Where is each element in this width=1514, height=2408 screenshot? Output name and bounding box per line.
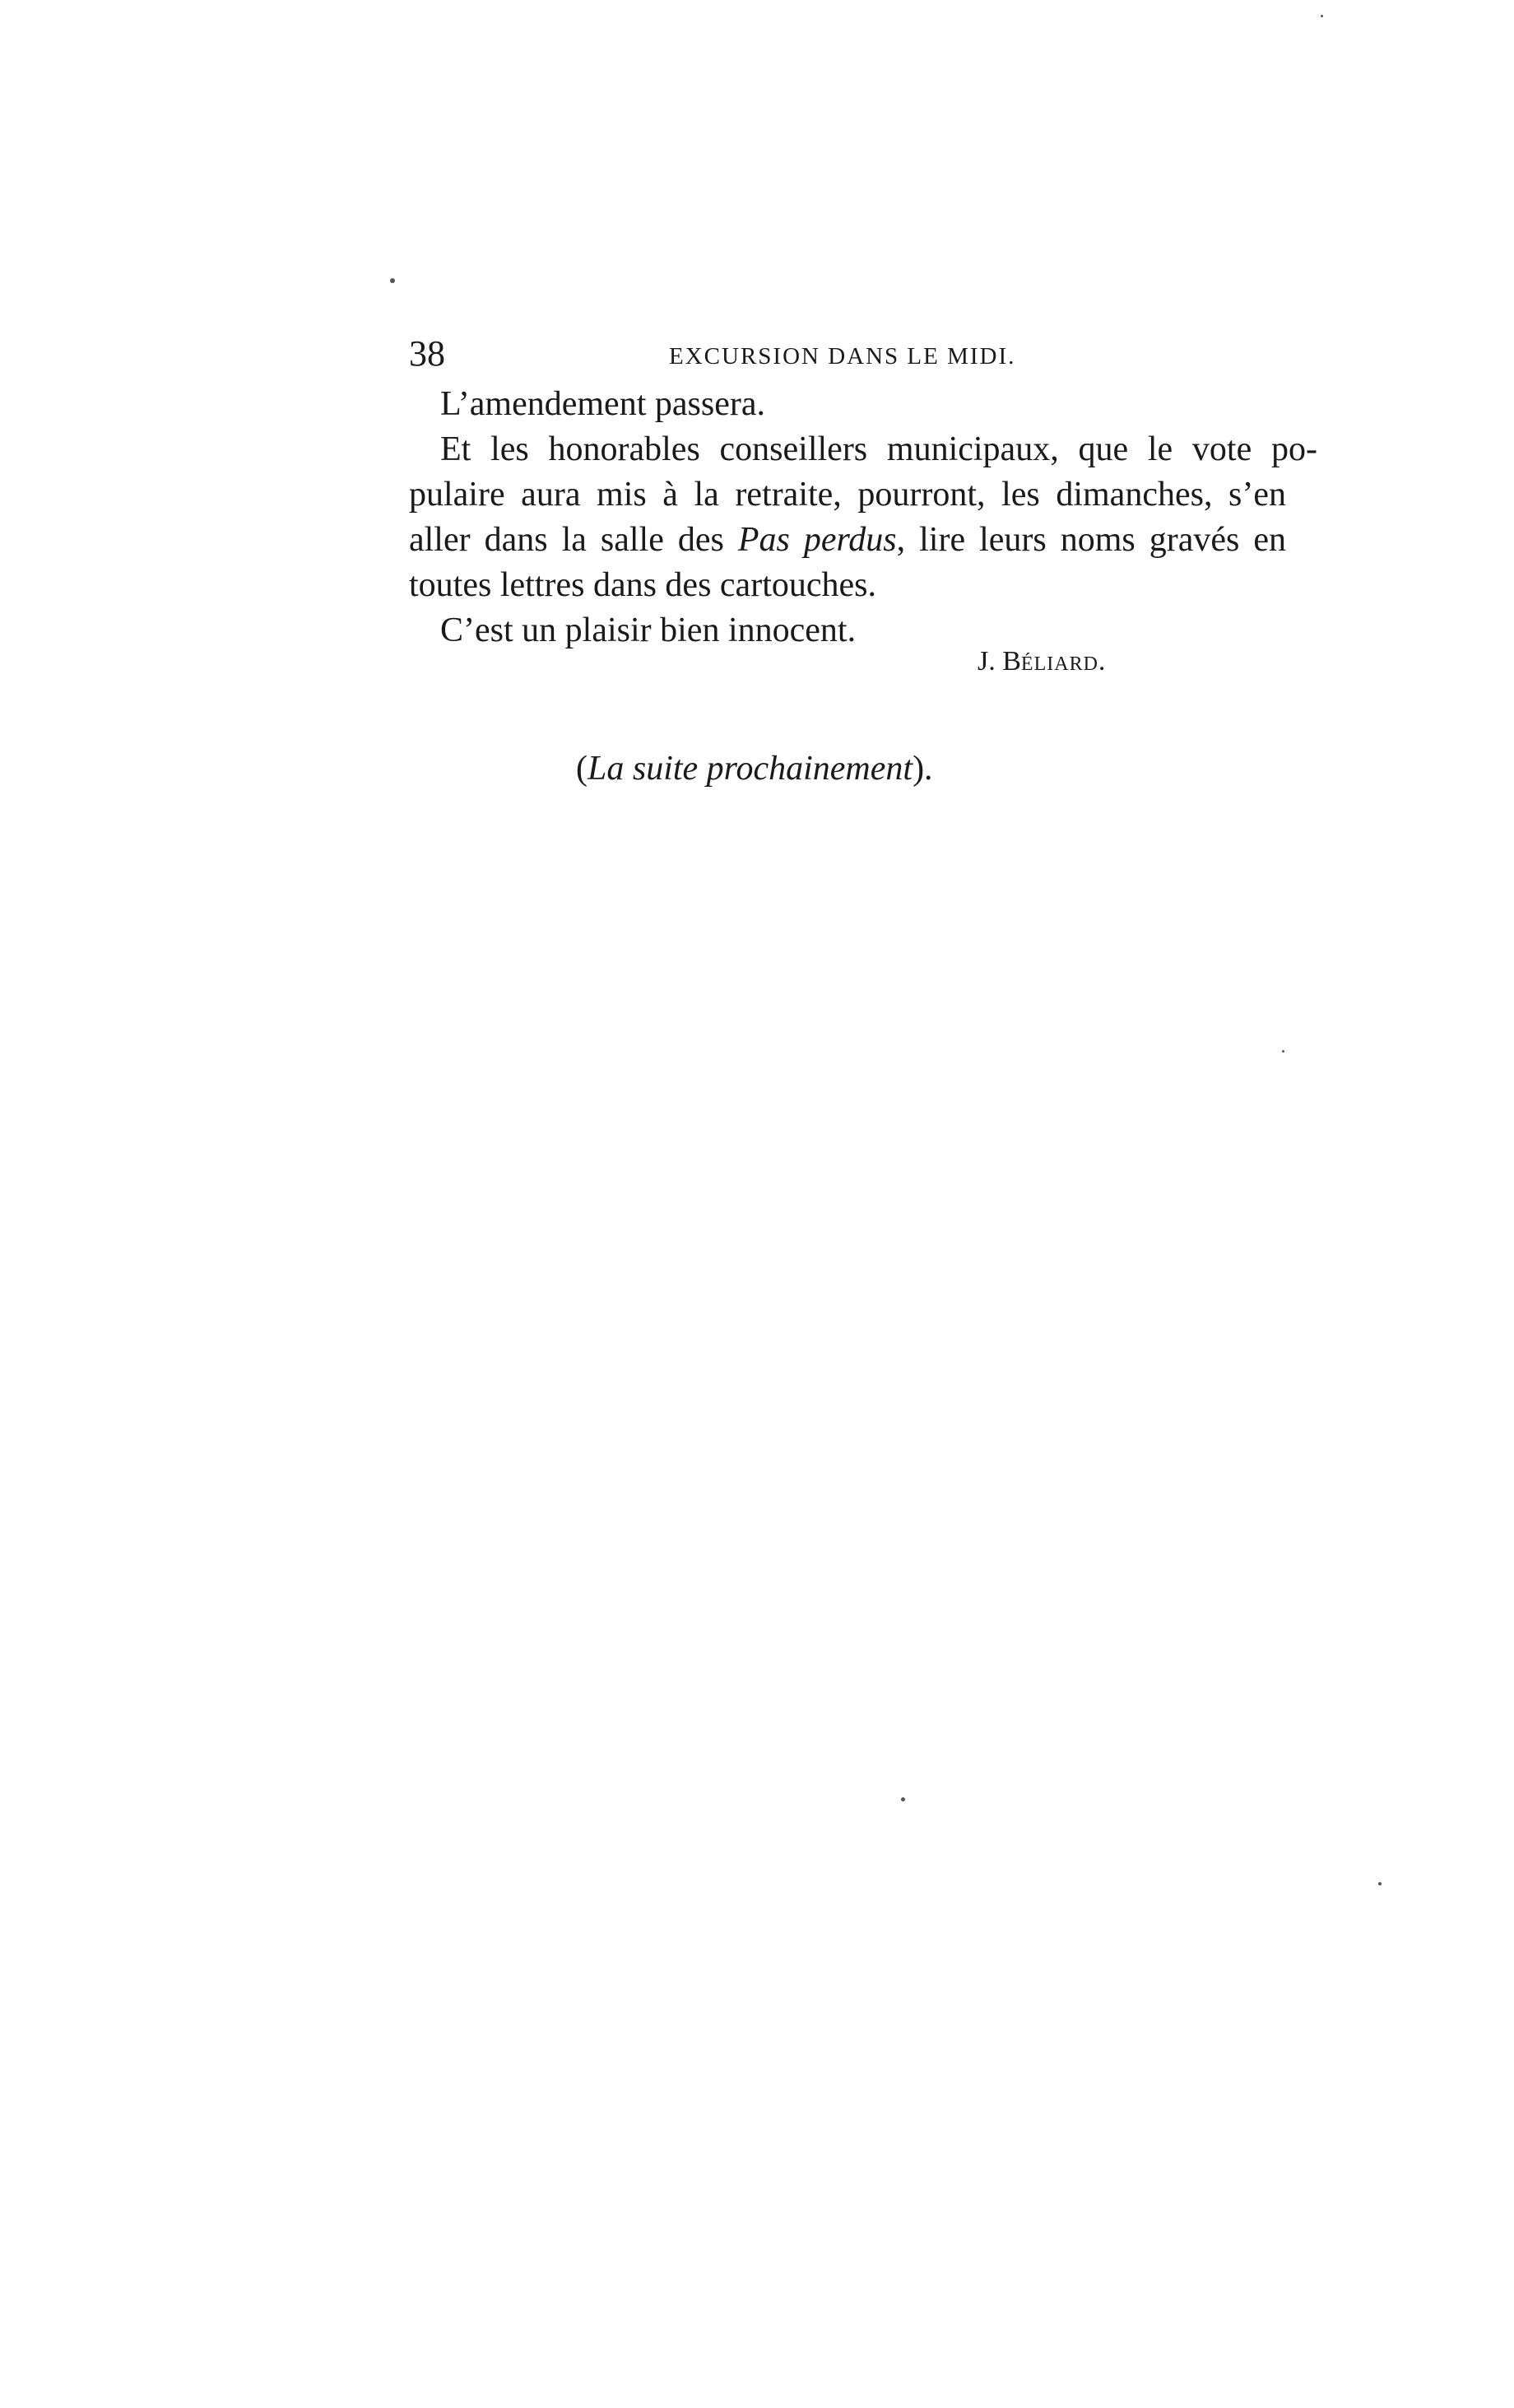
paragraph-line: pulaire aura mis à la retraite, pourront, les dimanches, s’en bbox=[409, 476, 1286, 514]
paragraph-line: Et les honorables conseillers municipaux, que le vote po- bbox=[440, 430, 1317, 468]
text-run: aller dans la salle des bbox=[409, 521, 738, 559]
scan-speck bbox=[1282, 1050, 1284, 1053]
continuation-text: La suite prochainement bbox=[587, 750, 913, 788]
paragraph-line: toutes lettres dans des cartouches. bbox=[409, 566, 876, 604]
running-title: EXCURSION DANS LE MIDI. bbox=[669, 343, 1016, 370]
italic-term: Pas perdus bbox=[737, 521, 897, 559]
body-text bbox=[409, 382, 1317, 653]
scan-speck bbox=[901, 1797, 905, 1801]
continuation-note bbox=[576, 746, 933, 792]
paragraph-line bbox=[409, 518, 1286, 563]
author-signature bbox=[978, 642, 1106, 681]
text-run: , lire leurs noms gravés en bbox=[896, 521, 1286, 559]
scan-speck bbox=[1321, 15, 1323, 17]
paragraph-line: C’est un plaisir bien innocent. bbox=[440, 611, 857, 649]
page-number: 38 bbox=[409, 333, 445, 374]
running-head bbox=[409, 331, 1051, 377]
signature-initial: J. B bbox=[978, 646, 1021, 676]
signature-surname: éliard. bbox=[1020, 646, 1107, 676]
paragraph-line: L’amendement passera. bbox=[440, 385, 765, 423]
open-paren: ( bbox=[576, 750, 587, 788]
scan-speck bbox=[390, 278, 395, 283]
scan-speck bbox=[1378, 1882, 1382, 1885]
close-paren: ). bbox=[913, 750, 933, 788]
